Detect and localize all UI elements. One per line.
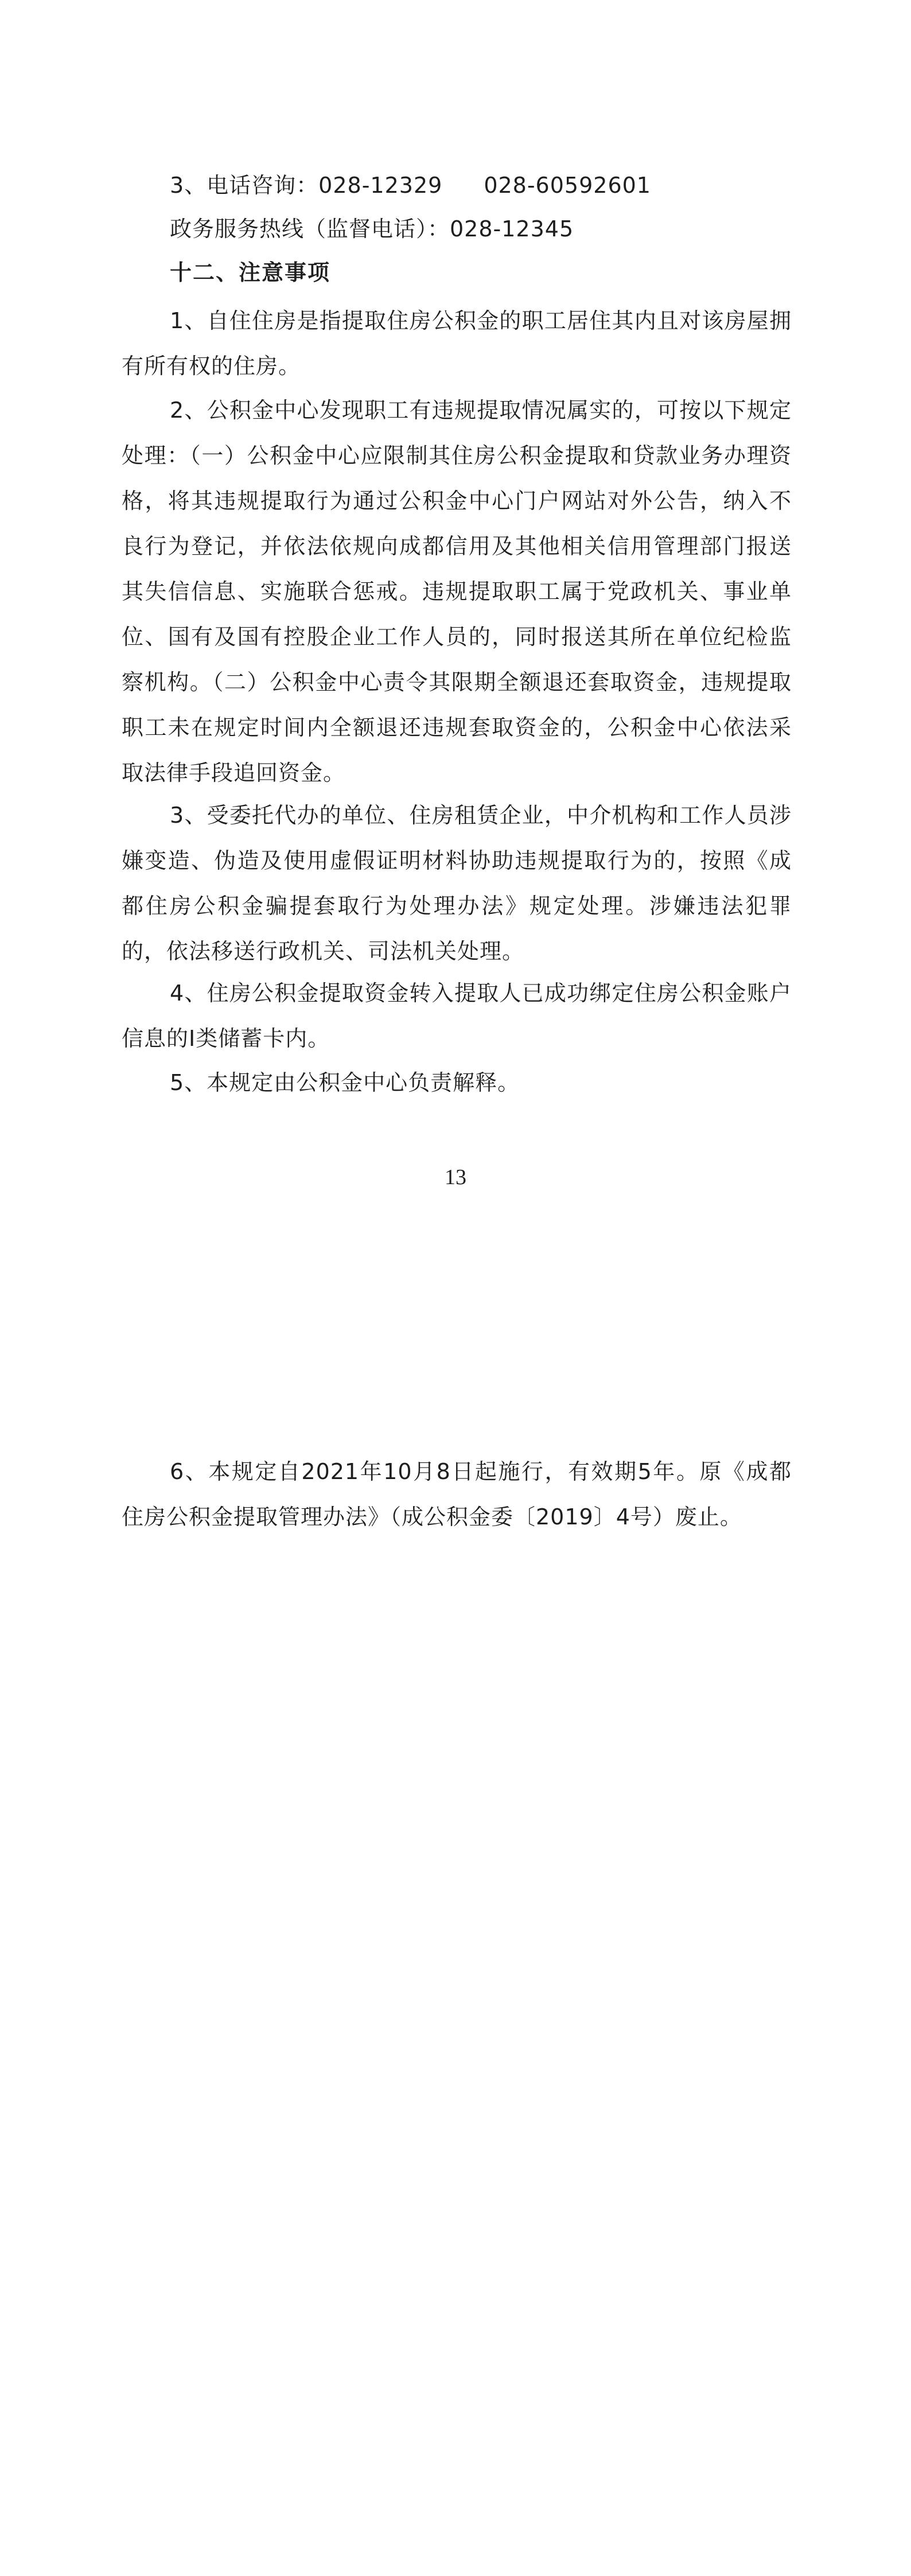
note-item-4: 4、住房公积金提取资金转入提取人已成功绑定住房公积金账户信息的Ⅰ类储蓄卡内。 (122, 980, 792, 1051)
page-number: 13 (445, 1165, 466, 1189)
contact-phone-second: 028-60592601 (484, 173, 651, 198)
note-item-1: 1、自住住房是指提取住房公积金的职工居住其内且对该房屋拥有所有权的住房。 (122, 308, 792, 379)
contact-phone-label: 3、电话咨询：028-12329 (170, 173, 443, 198)
note-item-3: 3、受委托代办的单位、住房租赁企业，中介机构和工作人员涉嫌变造、伪造及使用虚假证明材料协助违规提取行为的，按照《成都住房公积金骗提套取行为处理办法》规定处理。涉嫌违法犯罪的，依法移送行政机关、司法机关处理。 (122, 803, 792, 964)
note-item-6: 6、本规定自2021年10月8日起施行，有效期5年。原《成都住房公积金提取管理办法》（成公积金委〔2019〕4号）废止。 (122, 1459, 792, 1530)
hotline-line: 政务服务热线（监督电话）：028-12345 (170, 216, 574, 242)
note-item-5: 5、本规定由公积金中心负责解释。 (170, 1070, 520, 1095)
section-heading: 十二、注意事项 (170, 260, 331, 285)
note-item-2: 2、公积金中心发现职工有违规提取情况属实的，可按以下规定处理：（一）公积金中心应限制其住房公积金提取和贷款业务办理资格，将其违规提取行为通过公积金中心门户网站对外公告，纳入不良行为登记，并依法依规向成都信用及其他相关信用管理部门报送其失信信息、实施联合惩戒。违规提取职工属于党政机关、事业单位、国有及国有控股企业工作人员的，同时报送其所在单位纪检监察机构。（二）公积金中心责令其限期全额退还套取资金，违规提取职工未在规定时间内全额退还违规套取资金的，公积金中心依法采取法律手段追回资金。 (122, 398, 792, 785)
contact-phone-line (122, 163, 792, 208)
